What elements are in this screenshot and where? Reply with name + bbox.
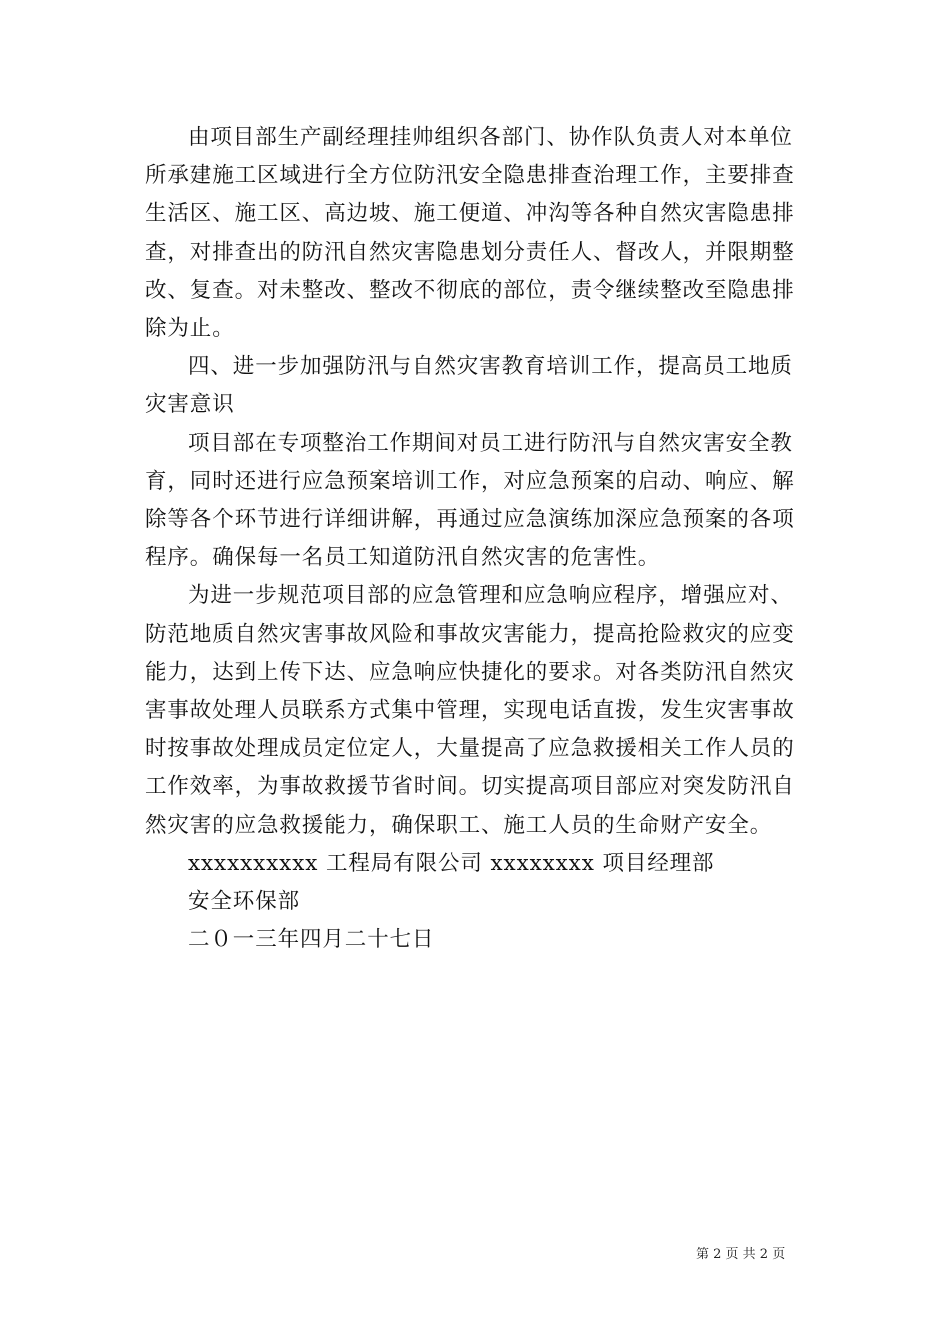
paragraph-safety-education [145,425,813,578]
text-line: 然灾害的应急救援能力，确保职工、施工人员的生命财产安全。 [145,812,773,838]
signature-date: 二０一三年四月二十七日 [188,927,435,953]
page-number-footer: 第 2 页 共 2 页 [696,1247,786,1262]
text-line: 能力，达到上传下达、应急响应快捷化的要求。对各类防汛自然灾 [145,659,795,685]
text-line: 程序。确保每一名员工知道防汛自然灾害的危害性。 [145,545,661,571]
text-line: 为进一步规范项目部的应急管理和应急响应程序，增强应对、 [188,583,793,609]
text-line: 改、复查。对未整改、整改不彻底的部位，责令继续整改至隐患排 [145,277,795,303]
text-line: 四、进一步加强防汛与自然灾害教育培训工作，提高员工地质 [188,354,793,380]
text-line: 生活区、施工区、高边坡、施工便道、冲沟等各种自然灾害隐患排 [145,201,795,227]
paragraph-hazard-inspection [145,119,813,348]
text-line: 育，同时还进行应急预案培训工作，对应急预案的启动、响应、解 [145,468,795,494]
document-body [145,119,813,959]
text-line: 查，对排查出的防汛自然灾害隐患划分责任人、督改人，并限期整 [145,239,795,265]
text-line: 防范地质自然灾害事故风险和事故灾害能力，提高抢险救灾的应变 [145,621,795,647]
text-line: 除为止。 [145,316,235,342]
text-line: 时按事故处理成员定位定人，大量提高了应急救援相关工作人员的 [145,736,795,762]
text-line: 工作效率，为事故救援节省时间。切实提高项目部应对突发防汛自 [145,774,795,800]
text-line: 项目部在专项整治工作期间对员工进行防汛与自然灾害安全教 [188,430,793,456]
text-line: 所承建施工区域进行全方位防汛安全隐患排查治理工作，主要排查 [145,163,795,189]
signature-department: 安全环保部 [188,889,301,915]
section-heading-training [145,348,813,424]
text-line: 害事故处理人员联系方式集中管理，实现电话直拨，发生灾害事故 [145,698,795,724]
text-line: 除等各个环节进行详细讲解，再通过应急演练加深应急预案的各项 [145,507,795,533]
text-line: 灾害意识 [145,392,235,418]
signature-organization: xxxxxxxxxx 工程局有限公司 xxxxxxxx 项目经理部 [188,850,715,876]
text-line: 由项目部生产副经理挂帅组织各部门、协作队负责人对本单位 [188,125,793,150]
paragraph-emergency-management [145,577,813,844]
